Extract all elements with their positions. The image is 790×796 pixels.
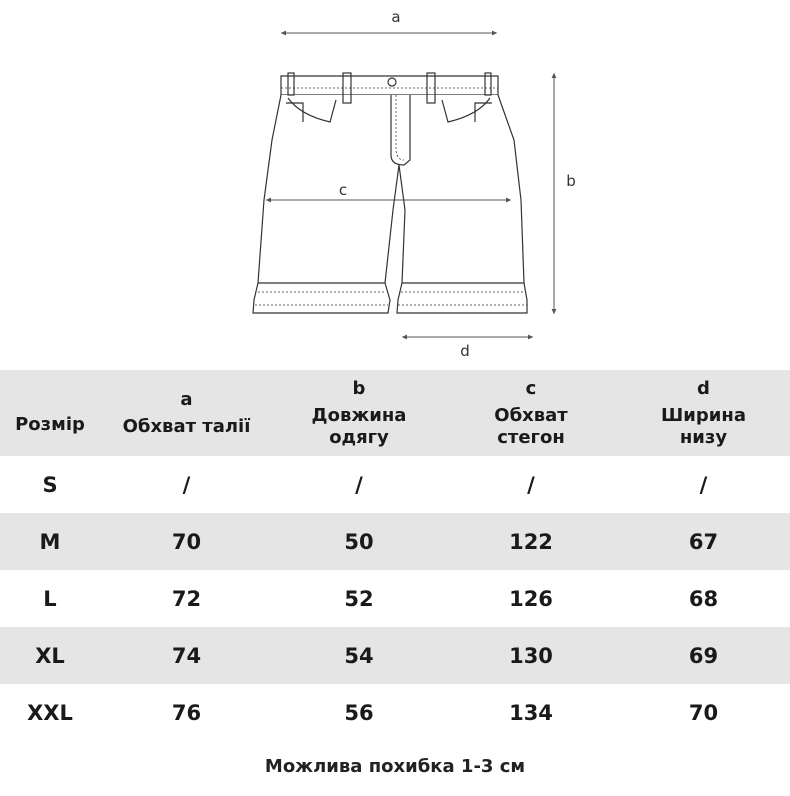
table-row [0,627,790,684]
header-col-c [445,370,617,456]
header-size-label: Розмір [15,414,85,435]
waist-cell: 70 [171,529,202,554]
measurement-error-note: Можлива похибка 1-3 см [264,756,526,777]
table-row [0,513,790,570]
header-letter: b [352,377,366,399]
shorts-measurement-diagram [0,0,790,370]
header-name: Обхват талії [122,415,251,437]
header-size [0,370,100,456]
header-letter: a [180,388,193,410]
header-col-b [273,370,445,456]
dimension-b-label: b [566,172,576,190]
table-row [0,456,790,513]
waist-cell: 74 [171,643,202,668]
leg-width-cell: 67 [688,529,719,554]
hips-cell: 130 [509,643,553,668]
leg-width-cell: 70 [688,700,719,725]
hips-cell: 126 [509,586,553,611]
dimension-c-label: c [338,181,348,199]
table-row [0,684,790,741]
leg-width-cell: 68 [688,586,719,611]
dimension-a [283,8,495,33]
header-letter: d [697,377,710,399]
dimension-d [404,337,531,360]
size-cell: XXL [27,700,73,725]
size-cell: M [39,529,61,554]
table-row [0,570,790,627]
header-col-d [617,370,790,456]
leg-width-cell: / [699,472,708,497]
length-cell: 50 [344,529,374,554]
table-header-row [0,370,790,456]
header-name: Обхват стегон [494,404,568,448]
length-cell: 52 [344,586,374,611]
header-name: Ширина низу [661,404,746,448]
size-cell: L [43,586,57,611]
dimension-a-label: a [391,8,401,26]
dimension-b [554,75,576,312]
dimension-d-label: d [460,342,470,360]
size-table [0,370,790,741]
header-letter: c [525,377,537,399]
shorts-illustration [253,73,527,313]
waist-cell: / [182,472,191,497]
hips-cell: 122 [509,529,553,554]
length-cell: 54 [344,643,374,668]
length-cell: / [355,472,363,497]
waist-cell: 76 [171,700,202,725]
hips-cell: / [527,472,535,497]
waist-cell: 72 [171,586,202,611]
header-col-a [100,370,273,456]
leg-width-cell: 69 [688,643,719,668]
length-cell: 56 [344,700,374,725]
size-cell: XL [35,643,65,668]
header-name: Довжина одягу [311,404,407,448]
size-cell: S [42,472,58,497]
hips-cell: 134 [509,700,553,725]
